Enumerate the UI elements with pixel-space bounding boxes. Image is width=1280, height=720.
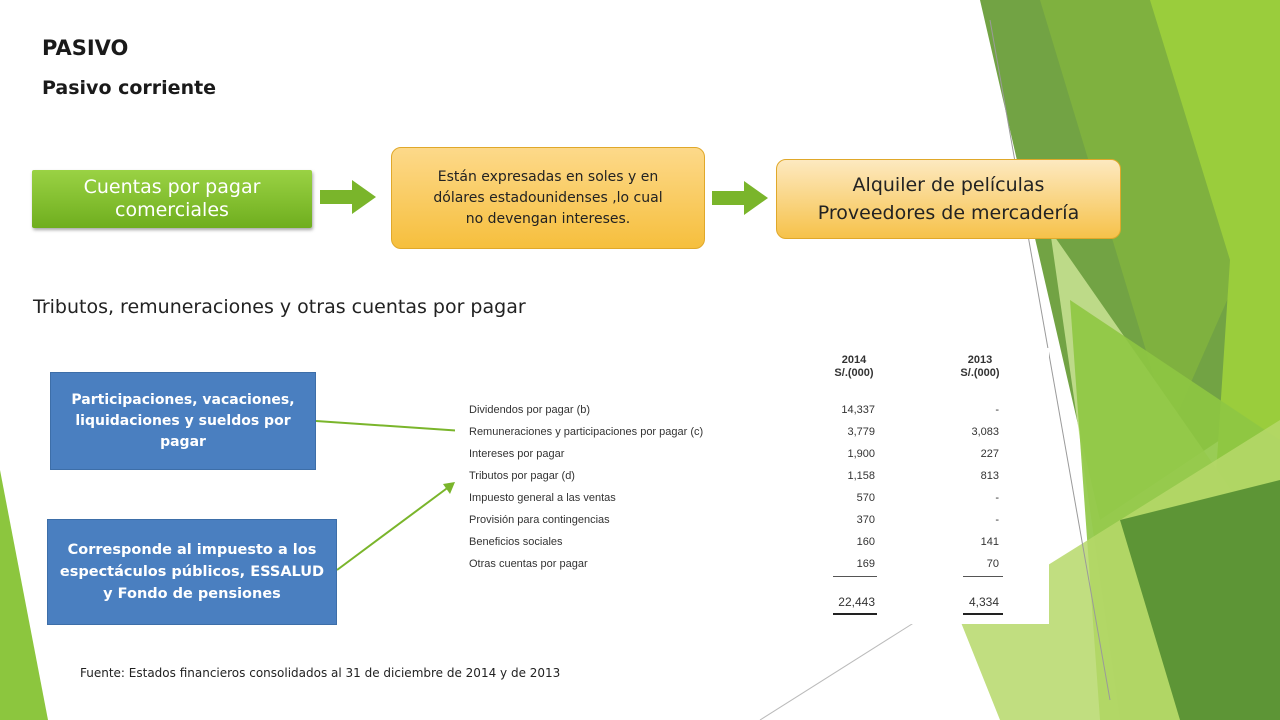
source-note: Fuente: Estados financieros consolidados al 31 de diciembre de 2014 y de 2013 <box>80 666 561 680</box>
blue-box-2-line-1: Corresponde al impuesto a los <box>67 542 317 558</box>
header-unit-2013: S/.(000) <box>960 367 1000 379</box>
header-year-2014: 2014 <box>841 354 867 366</box>
green-box-line-2: comerciales <box>115 199 229 221</box>
orange-box-2-line-1: Alquiler de películas <box>852 174 1045 196</box>
green-box-line-1: Cuentas por pagar <box>83 176 261 198</box>
total-rule-2013 <box>963 613 1003 615</box>
subtotal-rule-2014 <box>833 576 877 577</box>
orange-box-1-line-3: no devengan intereses. <box>465 210 631 227</box>
blue-box-1-line-3: pagar <box>160 433 206 450</box>
header-2014 <box>819 354 889 380</box>
header-2013 <box>945 354 1015 380</box>
suppliers-box <box>776 159 1121 239</box>
blue-box-2-line-3: y Fondo de pensiones <box>103 586 281 602</box>
orange-box-1-line-2: dólares estadounidenses ,lo cual <box>433 189 663 206</box>
blue-box-2-line-2: espectáculos públicos, ESSALUD <box>59 564 325 580</box>
orange-box-1-line-1: Están expresadas en soles y en <box>437 168 659 185</box>
subtotal-rule-2013 <box>963 576 1003 577</box>
page-subtitle: Pasivo corriente <box>42 77 217 99</box>
participations-box <box>50 372 316 470</box>
total-rule-2014 <box>833 613 877 615</box>
section-title: Tributos, remuneraciones y otras cuentas por pagar <box>33 296 526 318</box>
header-year-2013: 2013 <box>967 354 993 366</box>
header-unit-2014: S/.(000) <box>834 367 874 379</box>
taxes-box <box>47 519 337 625</box>
blue-box-1-line-1: Participaciones, vacaciones, <box>71 391 295 408</box>
blue-box-1-line-2: liquidaciones y sueldos por <box>75 412 291 429</box>
orange-box-2-line-2: Proveedores de mercadería <box>817 202 1080 224</box>
accounts-payable-box <box>32 170 312 228</box>
description-box <box>391 147 705 249</box>
financial-table: 2014 S/.(000) 2013 S/.(000) Dividendos por pagar (b) 14,337 - Remuneraciones y participaciones por pagar (c) 3,779 3,083 Intereses por pagar 1,900 227 Tributos por pagar (d) 1,158 813 Impuesto general a las ventas 570 - Provisión para contingencias 370 - Beneficios sociales 160 141 Otras cuentas por pagar 169 70 22,443 4,334 <box>455 348 1049 624</box>
page-title: PASIVO <box>42 36 129 60</box>
